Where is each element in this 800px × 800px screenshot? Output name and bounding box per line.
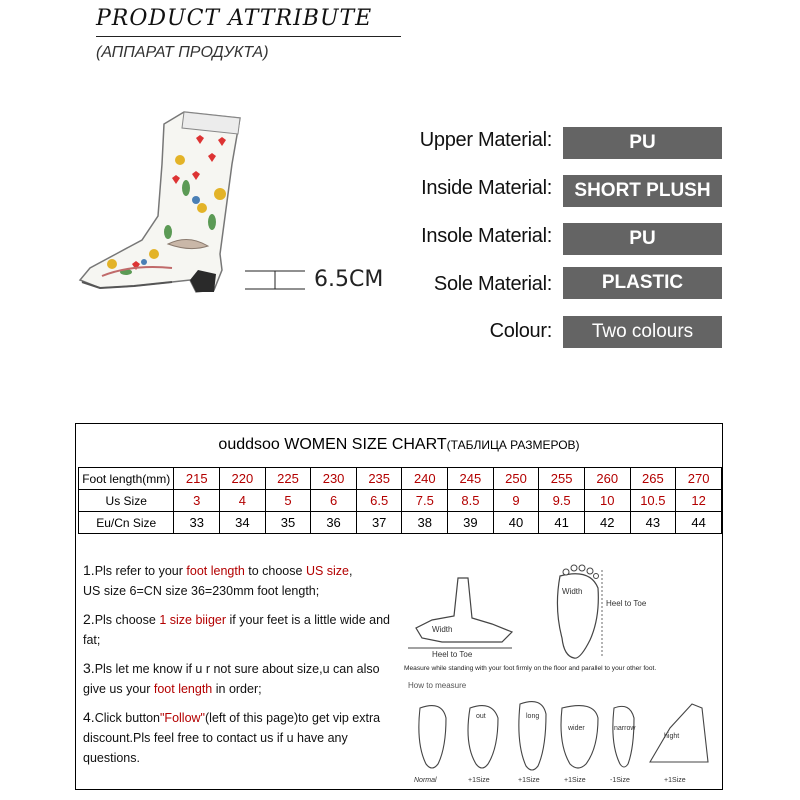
table-cell: 10 [584, 490, 630, 512]
header-subtitle: (АППАРАТ ПРОДУКТА) [96, 44, 269, 61]
width-label: Width [432, 625, 453, 634]
table-cell: 38 [402, 512, 448, 534]
table-cell: 3 [174, 490, 220, 512]
note-4: 4.Click button"Follow"(left of this page)to get vip extra discount.Pls feel free to contact us if u have any questions. [83, 709, 381, 765]
size-chart-title-ru: (ТАБЛИЦА РАЗМЕРОВ) [446, 438, 580, 452]
size-notes [83, 560, 393, 776]
attr-upper-label: Upper Material: [419, 129, 552, 151]
foot-tag-narrow: narrow [614, 725, 636, 732]
table-cell: 235 [356, 468, 402, 490]
table-cell: 39 [448, 512, 494, 534]
table-cell: 230 [311, 468, 357, 490]
table-cell: 10.5 [630, 490, 676, 512]
foot-wider [561, 706, 598, 768]
size-chart-title [76, 424, 722, 466]
table-cell: 7.5 [402, 490, 448, 512]
table-cell: 36 [311, 512, 357, 534]
table-cell: 5 [265, 490, 311, 512]
foot-size-wider: +1Size [564, 777, 586, 784]
table-cell: 41 [539, 512, 585, 534]
table-cell: 12 [676, 490, 722, 512]
measure-diagram [402, 558, 720, 786]
table-cell: 9 [493, 490, 539, 512]
foot-size-narrow: -1Size [610, 777, 630, 784]
foot-tag-out: out [476, 713, 486, 720]
foot-size-high: +1Size [664, 777, 686, 784]
table-cell: 245 [448, 468, 494, 490]
attr-sole-value: PLASTIC [563, 267, 722, 299]
table-cell: 6.5 [356, 490, 402, 512]
size-chart [75, 423, 723, 790]
attr-upper-value: PU [563, 127, 722, 159]
foot-tag-high: hight [664, 733, 680, 740]
table-row [79, 512, 722, 534]
table-cell: 44 [676, 512, 722, 534]
table-cell: 240 [402, 468, 448, 490]
attr-insole-value: PU [563, 223, 722, 255]
table-cell: 35 [265, 512, 311, 534]
heel-height-label: 6.5CM [314, 267, 384, 292]
table-cell: 37 [356, 512, 402, 534]
size-table [78, 467, 722, 534]
width-label-2: Width [562, 587, 583, 596]
table-row [79, 468, 722, 490]
table-cell: 270 [676, 468, 722, 490]
table-cell: 6 [311, 490, 357, 512]
table-row [79, 490, 722, 512]
boot-image [72, 104, 250, 300]
side-foot-outline [416, 578, 512, 642]
foot-tag-long: long [526, 713, 540, 720]
attr-colour-value: Two colours [563, 316, 722, 348]
attr-inside-label: Inside Material: [421, 177, 552, 199]
table-cell: 4 [220, 490, 266, 512]
table-cell: 42 [584, 512, 630, 534]
note-2: 2.Pls choose 1 size biiger if your feet is a little wide and fat; [83, 611, 390, 647]
attr-inside-value: SHORT PLUSH [563, 175, 722, 207]
foot-narrow [613, 706, 634, 767]
attr-colour-label: Colour: [489, 320, 552, 342]
table-cell: 34 [220, 512, 266, 534]
table-cell: 255 [539, 468, 585, 490]
table-cell: 260 [584, 468, 630, 490]
row-header-us-size: Us Size [79, 490, 174, 512]
foot-size-out: +1Size [468, 777, 490, 784]
row-header-eu-cn-size: Eu/Cn Size [79, 512, 174, 534]
note-1: 1.Pls refer to your foot length to choose US size, US size 6=CN size 36=230mm foot length; [83, 562, 353, 598]
header-underline [96, 36, 401, 37]
how-to-measure: How to measure [408, 681, 467, 690]
size-chart-title-en: ouddsoo WOMEN SIZE CHART [218, 436, 447, 453]
measure-caption: Measure while standing with your foot firmly on the floor and parallel to your other foot. [404, 665, 657, 672]
table-cell: 265 [630, 468, 676, 490]
table-cell: 220 [220, 468, 266, 490]
table-cell: 40 [493, 512, 539, 534]
foot-size-long: +1Size [518, 777, 540, 784]
table-cell: 9.5 [539, 490, 585, 512]
foot-size-normal: Normal [414, 777, 437, 784]
header-title: PRODUCT ATTRIBUTE [96, 6, 373, 31]
heel-height-marker [245, 270, 305, 290]
heel-to-toe-label-2: Heel to Toe [606, 599, 647, 608]
foot-long [519, 702, 546, 770]
attr-insole-label: Insole Material: [421, 225, 552, 247]
table-cell: 43 [630, 512, 676, 534]
row-header-foot-length: Foot length(mm) [79, 468, 174, 490]
table-cell: 33 [174, 512, 220, 534]
foot-normal [419, 706, 446, 768]
foot-tag-wider: wider [568, 725, 585, 732]
table-cell: 8.5 [448, 490, 494, 512]
attr-sole-label: Sole Material: [433, 273, 552, 295]
table-cell: 225 [265, 468, 311, 490]
heel-to-toe-label: Heel to Toe [432, 650, 473, 659]
table-cell: 215 [174, 468, 220, 490]
note-3: 3.Pls let me know if u r not sure about size,u can also give us your foot length in order; [83, 660, 380, 696]
table-cell: 250 [493, 468, 539, 490]
